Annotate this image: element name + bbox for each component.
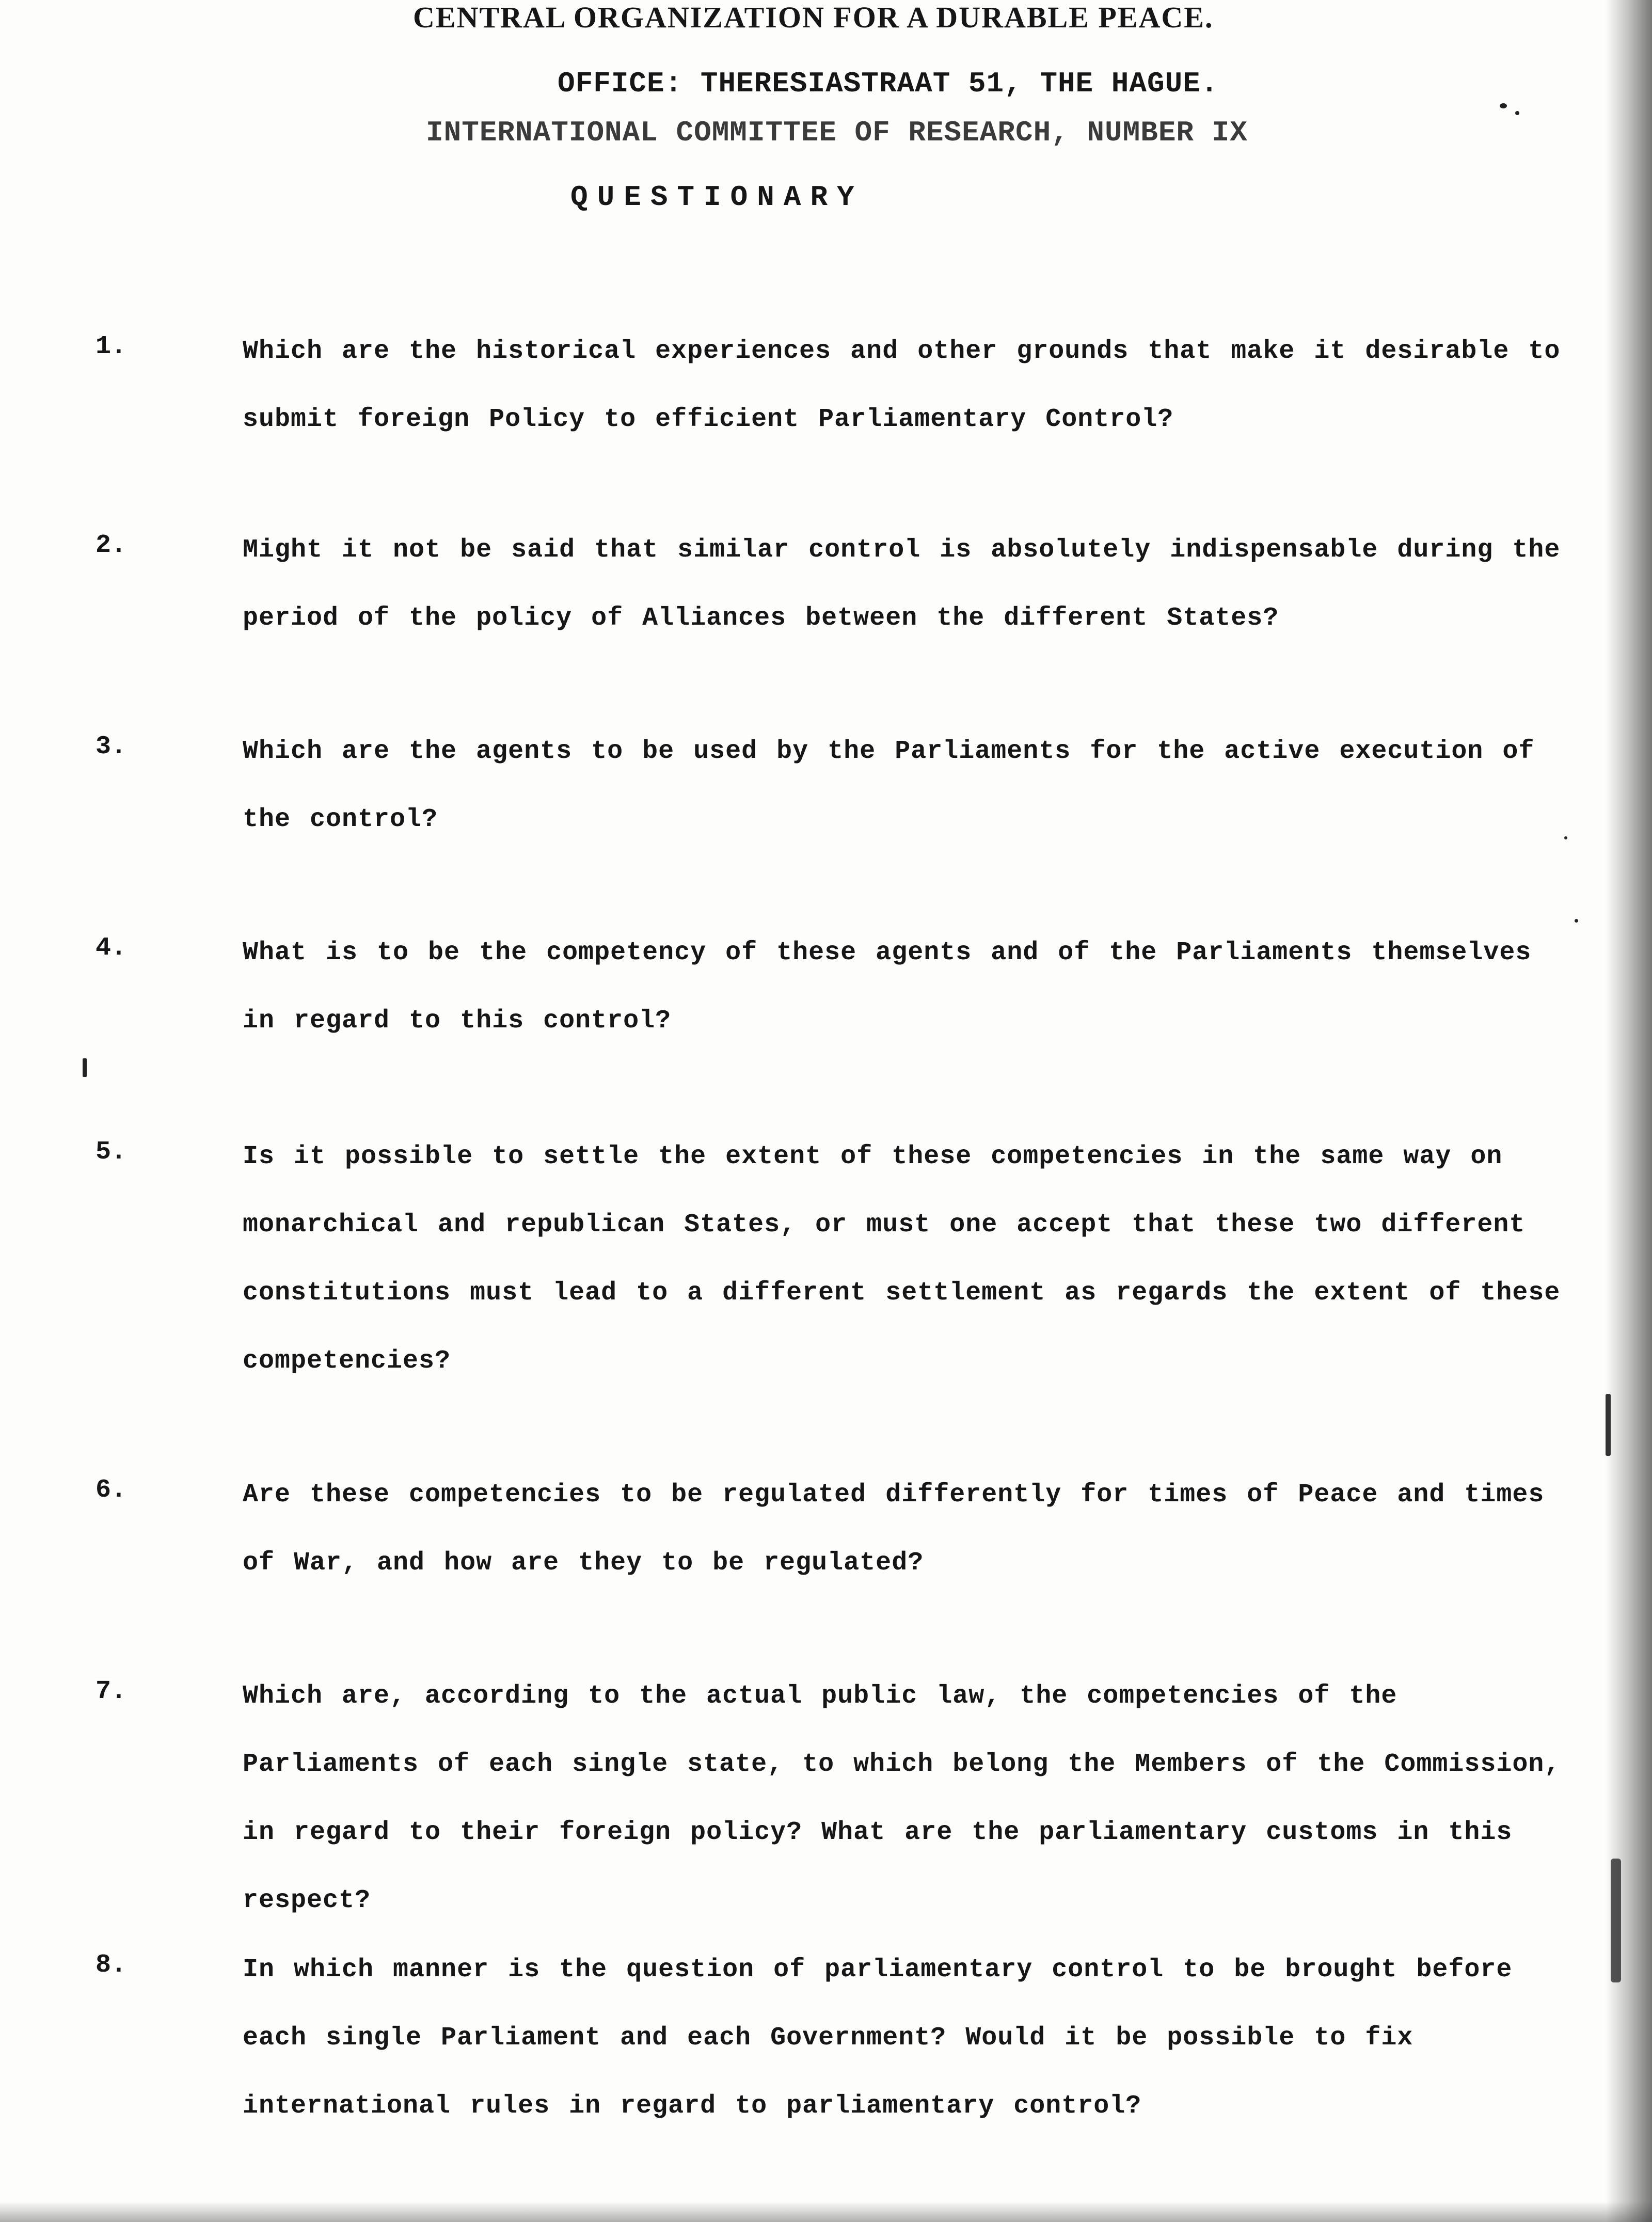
document-title: QUESTIONARY [570, 181, 864, 214]
question-text: Which are the agents to be used by the Parliaments for the active execution of the control? [243, 737, 1535, 834]
question-number: 5. [96, 1137, 127, 1167]
question-number: 3. [96, 732, 127, 761]
organization-title: CENTRAL ORGANIZATION FOR A DURABLE PEACE. [413, 1, 1214, 34]
question-text: Is it possible to settle the extent of these competencies in the same way on monarchical and republican States, or must one accept that these two different constitutions must lead to a different settlement as regards the extent of these competencies? [243, 1142, 1561, 1376]
question-text: Which are the historical experiences and other grounds that make it desirable to submit foreign Policy to efficient Parliamentary Control? [243, 337, 1561, 434]
question-number: 6. [96, 1475, 127, 1505]
question-text: In which manner is the question of parliamentary control to be brought before each single Parliament and each Government? Would it be possible to fix international rules in regard to parliamentary control? [243, 1955, 1513, 2121]
question-text: What is to be the competency of these agents and of the Parliaments themselves in regard to this control? [243, 938, 1532, 1036]
question-number: 8. [96, 1950, 127, 1980]
question-number: 1. [96, 332, 127, 361]
question-number: 2. [96, 531, 127, 560]
question-number: 7. [96, 1677, 127, 1706]
question-text: Are these competencies to be regulated differently for times of Peace and times of War, and how are they to be regulated? [243, 1480, 1545, 1578]
question-number: 4. [96, 933, 127, 963]
office-address: OFFICE: THERESIASTRAAT 51, THE HAGUE. [558, 67, 1219, 100]
question-text: Which are, according to the actual public law, the competencies of the Parliaments of each single state, to which belong the Members of the Commission, in regard to their foreign policy? What are the parliamentary customs in this respect? [243, 1681, 1561, 1915]
question-text: Might it not be said that similar control is absolutely indispensable during the period of the policy of Alliances between the different States? [243, 535, 1561, 633]
committee-heading: INTERNATIONAL COMMITTEE OF RESEARCH, NUMBER IX [426, 116, 1248, 149]
scan-bottom-shadow [0, 2201, 1652, 2222]
scan-edge-shadow [1606, 0, 1652, 2222]
